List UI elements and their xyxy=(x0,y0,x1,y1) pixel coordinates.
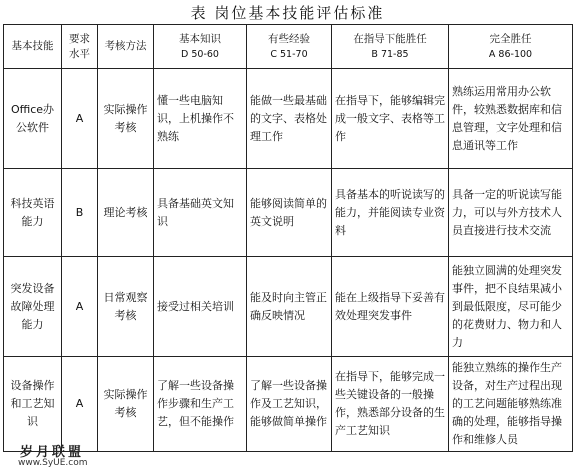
skill-cell: Office办公软件 xyxy=(4,69,62,169)
table-row xyxy=(4,257,573,357)
header-full xyxy=(449,25,573,69)
header-experienced-label: 有些经验 xyxy=(268,32,310,45)
header-guided-label: 在指导下能胜任 xyxy=(353,32,427,45)
full-cell: 熟练运用常用办公软件，较熟悉数据库和信息管理，文字处理和信息通讯等工作 xyxy=(449,69,573,169)
skill-assessment-table xyxy=(3,24,573,452)
basic-cell: 懂一些电脑知识，上机操作不熟练 xyxy=(154,69,247,169)
basic-cell: 了解一些设备操作步骤和生产工艺，但不能操作 xyxy=(154,357,247,452)
header-method: 考核方法 xyxy=(98,25,154,69)
header-basic-range: D 50-60 xyxy=(181,48,219,60)
header-experienced-range: C 51-70 xyxy=(270,48,308,60)
table-row xyxy=(4,169,573,257)
header-row xyxy=(4,25,573,69)
basic-cell: 具备基础英文知识 xyxy=(154,169,247,257)
guided-cell: 能在上级指导下妥善有效处理突发事件 xyxy=(332,257,449,357)
experienced-cell: 能及时向主管正确反映情况 xyxy=(247,257,332,357)
experienced-cell: 能够阅读简单的英文说明 xyxy=(247,169,332,257)
header-experienced xyxy=(247,25,332,69)
guided-cell: 具备基本的听说读写的能力，并能阅读专业资料 xyxy=(332,169,449,257)
basic-cell: 接受过相关培训 xyxy=(154,257,247,357)
header-full-range: A 86-100 xyxy=(488,48,533,60)
method-cell: 日常观察考核 xyxy=(98,257,154,357)
level-cell: A xyxy=(62,69,98,169)
skill-cell: 科技英语能力 xyxy=(4,169,62,257)
header-skill: 基本技能 xyxy=(4,25,62,69)
table-row xyxy=(4,69,573,169)
header-basic-label: 基本知识 xyxy=(179,32,221,45)
guided-cell: 在指导下，能够完成一些关键设备的一般操作，熟悉部分设备的生产工艺知识 xyxy=(332,357,449,452)
method-cell: 理论考核 xyxy=(98,169,154,257)
header-guided xyxy=(332,25,449,69)
method-cell: 实际操作考核 xyxy=(98,69,154,169)
full-cell: 具备一定的听说读写能力，可以与外方技术人员直接进行技术交流 xyxy=(449,169,573,257)
skill-cell: 设备操作和工艺知识 xyxy=(4,357,62,452)
experienced-cell: 了解一些设备操作及工艺知识，能够做简单操作 xyxy=(247,357,332,452)
header-full-label: 完全胜任 xyxy=(489,32,532,45)
watermark-logo: 岁月联盟 xyxy=(20,445,85,460)
full-cell: 能独立熟练的操作生产设备，对生产过程出现的工艺问题能够熟练准确的处理，能够指导操作和维修人员 xyxy=(449,357,573,452)
guided-cell: 在指导下，能够编辑完成一般文字、表格等工作 xyxy=(332,69,449,169)
level-cell: B xyxy=(62,169,98,257)
level-cell: A xyxy=(62,257,98,357)
level-cell: A xyxy=(62,357,98,452)
full-cell: 能独立圆满的处理突发事件，把不良结果减小到最低限度，尽可能少的花费财力、物力和人力 xyxy=(449,257,573,357)
header-level: 要求水平 xyxy=(62,25,98,69)
experienced-cell: 能做一些最基础的文字、表格处理工作 xyxy=(247,69,332,169)
method-cell: 实际操作考核 xyxy=(98,357,154,452)
header-guided-range: B 71-85 xyxy=(371,48,409,60)
table-row xyxy=(4,357,573,452)
table-title: 表 岗位基本技能评估标准 xyxy=(190,4,385,22)
watermark-url: www.SyUE.com xyxy=(18,458,88,468)
skill-cell: 突发设备故障处理能力 xyxy=(4,257,62,357)
header-basic xyxy=(154,25,247,69)
